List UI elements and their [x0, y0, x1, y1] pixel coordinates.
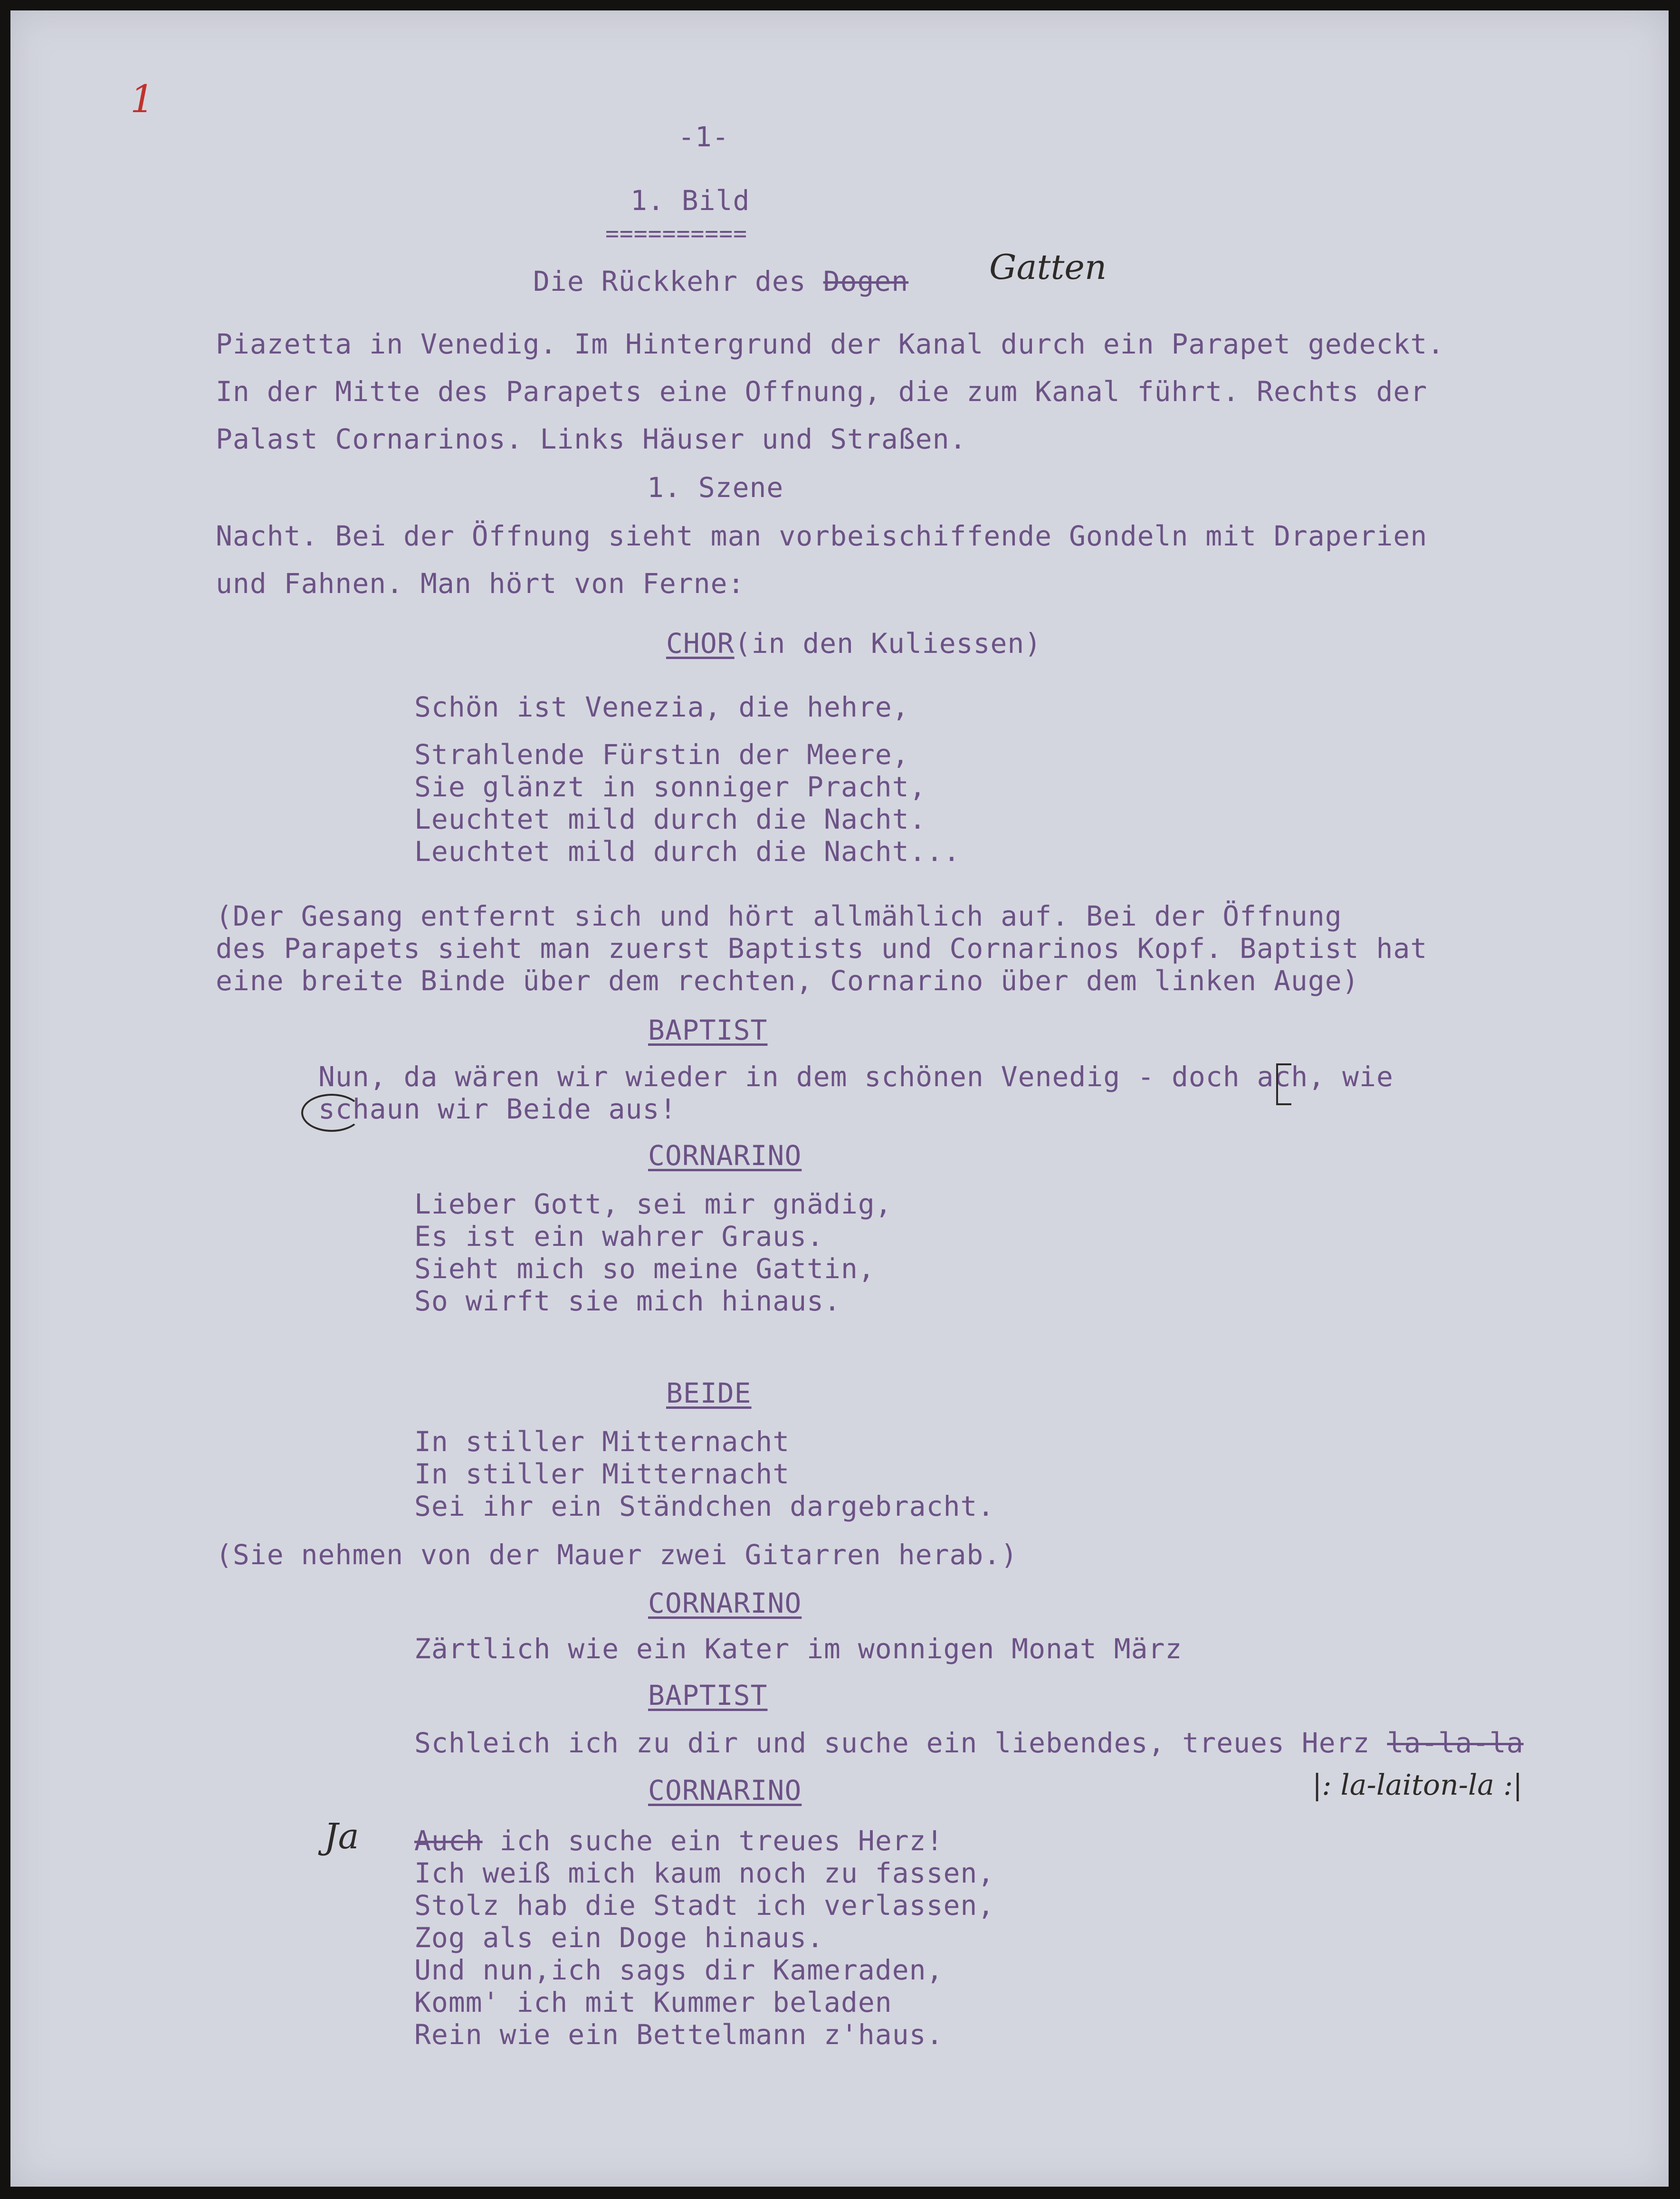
subtitle-struck-word: Dogen — [823, 265, 909, 297]
dialogue-line: schaun wir Beide aus! — [318, 1093, 677, 1125]
verse-line: Zog als ein Doge hinaus. — [414, 1922, 824, 1954]
chor-heading — [666, 627, 1041, 660]
speaker-label-cornarino: CORNARINO — [648, 1774, 802, 1807]
verse-line: So wirft sie mich hinaus. — [414, 1285, 841, 1317]
verse-line: In stiller Mitternacht — [414, 1425, 790, 1458]
direction-line: eine breite Binde über dem rechten, Cornarino über dem linken Auge) — [216, 965, 1359, 997]
setting-line: Palast Cornarinos. Links Häuser und Straßen. — [216, 423, 967, 455]
folio-mark: 1 — [130, 77, 154, 121]
scene-title: 1. Bild — [630, 184, 750, 217]
document-page — [10, 10, 1669, 2187]
dialogue-line: Zärtlich wie ein Kater im wonnigen Monat März — [414, 1633, 1183, 1665]
speaker-label-chor: CHOR — [666, 627, 735, 660]
struck-word: Auch — [414, 1825, 483, 1857]
verse-line: In stiller Mitternacht — [414, 1458, 790, 1490]
verse-line: Sieht mich so meine Gattin, — [414, 1252, 875, 1285]
setting-line: Piazetta in Venedig. Im Hintergrund der Kanal durch ein Parapet gedeckt. — [216, 328, 1445, 360]
scene-heading: 1. Szene — [647, 471, 784, 504]
verse-text: ich suche ein treues Herz! — [482, 1825, 944, 1857]
verse-line: Sie glänzt in sonniger Pracht, — [414, 771, 926, 803]
scene-direction-line: Nacht. Bei der Öffnung sieht man vorbeischiffende Gondeln mit Draperien — [216, 520, 1428, 552]
subtitle-prefix: Die Rückkehr des — [533, 265, 806, 297]
verse-line: Schön ist Venezia, die hehre, — [414, 691, 909, 723]
subtitle-handwritten-insert: Gatten — [989, 247, 1107, 287]
speaker-label-cornarino: CORNARINO — [648, 1139, 802, 1172]
subtitle — [533, 265, 908, 297]
verse-line: Strahlende Fürstin der Meere, — [414, 738, 909, 771]
page-number: -1- — [678, 121, 729, 153]
dialogue-line — [414, 1727, 1524, 1759]
verse-line — [414, 1825, 944, 1857]
title-rule: ========== — [605, 220, 747, 247]
verse-line: Es ist ein wahrer Graus. — [414, 1220, 824, 1252]
direction-line: (Der Gesang entfernt sich und hört allmählich auf. Bei der Öffnung — [216, 900, 1342, 932]
stage-direction-line: (Sie nehmen von der Mauer zwei Gitarren herab.) — [216, 1539, 1018, 1571]
dialogue-line: Nun, da wären wir wieder in dem schönen Venedig - doch ach, wie — [318, 1061, 1394, 1093]
direction-line: des Parapets sieht man zuerst Baptists und Cornarinos Kopf. Baptist hat — [216, 932, 1428, 965]
scene-direction-line: und Fahnen. Man hört von Ferne: — [216, 567, 745, 600]
verse-line: Sei ihr ein Ständchen dargebracht. — [414, 1490, 995, 1522]
handwritten-insert-ja: Ja — [324, 1816, 359, 1857]
speaker-label-beide: BEIDE — [666, 1377, 752, 1409]
dialogue-text: Schleich ich zu dir und suche ein liebendes, treues Herz — [414, 1727, 1370, 1759]
verse-line: Leuchtet mild durch die Nacht. — [414, 803, 926, 835]
struck-refrain: la-la-la — [1387, 1727, 1524, 1759]
speaker-label-baptist: BAPTIST — [648, 1014, 768, 1046]
chor-stage-note: (in den Kuliessen) — [734, 627, 1042, 660]
edit-bracket-mark — [1276, 1063, 1291, 1105]
verse-line: Ich weiß mich kaum noch zu fassen, — [414, 1857, 995, 1889]
verse-line: Stolz hab die Stadt ich verlassen, — [414, 1889, 995, 1922]
setting-line: In der Mitte des Parapets eine Offnung, die zum Kanal führt. Rechts der — [216, 375, 1428, 408]
verse-line: Und nun,ich sags dir Kameraden, — [414, 1954, 944, 1986]
speaker-label-baptist: BAPTIST — [648, 1679, 768, 1711]
verse-line: Leuchtet mild durch die Nacht... — [414, 835, 961, 868]
verse-line: Rein wie ein Bettelmann z'haus. — [414, 2018, 944, 2051]
edit-circle-mark — [301, 1094, 362, 1132]
verse-line: Lieber Gott, sei mir gnädig, — [414, 1188, 892, 1220]
handwritten-refrain-insert: |: la-laiton-la :| — [1312, 1769, 1523, 1802]
speaker-label-cornarino: CORNARINO — [648, 1587, 802, 1619]
verse-line: Komm' ich mit Kummer beladen — [414, 1986, 892, 2018]
